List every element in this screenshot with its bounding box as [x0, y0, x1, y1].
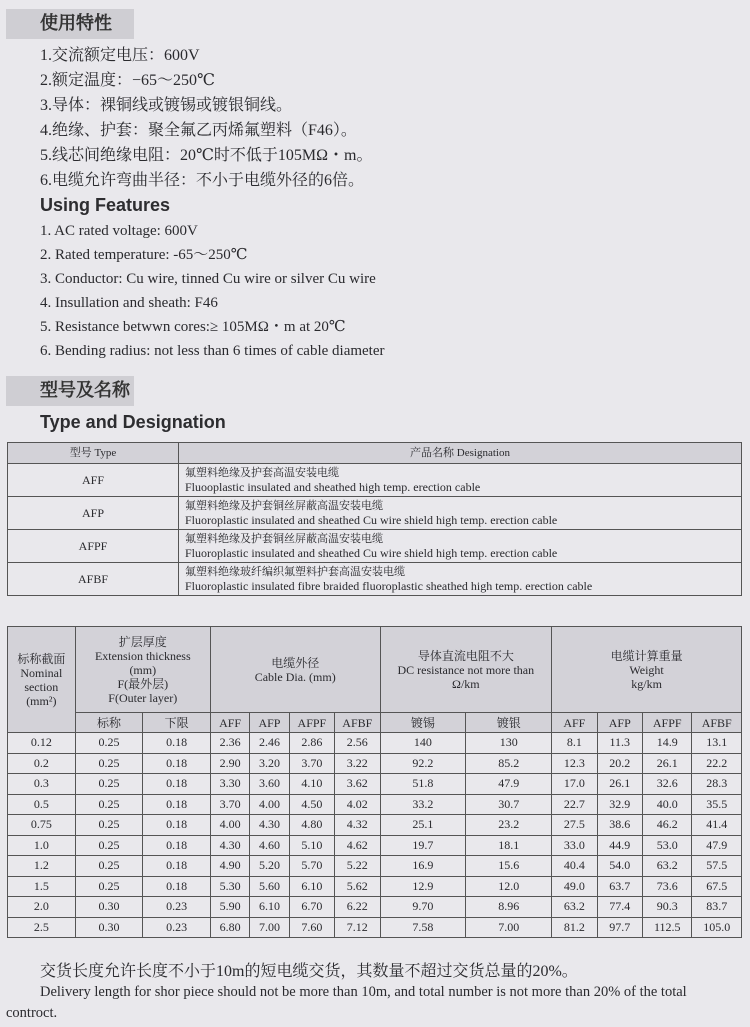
table-cell: 8.1	[552, 733, 597, 754]
header-cable-dia: 电缆外径 Cable Dia. (mm)	[210, 627, 380, 713]
feature-item: 3.导体：裸铜线或镀锡或镀银铜线。	[40, 97, 293, 114]
table-row	[8, 794, 742, 815]
table-cell: 3.62	[335, 774, 380, 795]
table-cell: 18.1	[466, 835, 552, 856]
table-cell: 17.0	[552, 774, 597, 795]
table-cell: 4.62	[335, 835, 380, 856]
designation-en-title: Type and Designation	[40, 412, 226, 432]
table-row	[8, 530, 742, 563]
feature-item: 3. Conductor: Cu wire, tinned Cu wire or silver Cu wire	[40, 271, 376, 287]
table-cell: 5.30	[210, 876, 249, 897]
table-cell: 7.00	[466, 917, 552, 938]
table-cell: 2.90	[210, 753, 249, 774]
table-cell: 46.2	[642, 815, 691, 836]
subheader-nominal: 标称	[75, 713, 143, 733]
table-row	[8, 897, 742, 918]
table-cell: 5.22	[335, 856, 380, 877]
designation-cell	[179, 530, 742, 563]
feature-item: 5. Resistance betwwn cores:≥ 105MΩ・m at 20℃	[40, 319, 346, 335]
designation-en: Fluoroplastic insulated and sheathed Cu wire shield high temp. erection cable	[185, 546, 558, 560]
subheader-dia-aff: AFF	[210, 713, 249, 733]
table-cell: 105.0	[692, 917, 742, 938]
table-cell: 4.80	[289, 815, 334, 836]
table-cell: 32.9	[597, 794, 642, 815]
table-cell: 85.2	[466, 753, 552, 774]
subheader-wt-afpf: AFPF	[642, 713, 691, 733]
table-cell: 5.90	[210, 897, 249, 918]
table-cell: 23.2	[466, 815, 552, 836]
footer-en-line1: Delivery length for shor piece should not be more than 10m, and total number is not more than 20% of the total	[40, 984, 687, 1000]
type-code: AFF	[8, 464, 179, 497]
table-cell: 5.70	[289, 856, 334, 877]
table-cell: 4.30	[250, 815, 289, 836]
subheader-wt-aff: AFF	[552, 713, 597, 733]
table-cell: 30.7	[466, 794, 552, 815]
table-cell: 3.22	[335, 753, 380, 774]
table-cell: 38.6	[597, 815, 642, 836]
section-title-designation: 型号及名称	[6, 376, 134, 406]
table-cell: 4.90	[210, 856, 249, 877]
type-code: AFBF	[8, 563, 179, 596]
designation-cn: 氟塑料绝缘玻纤编织氟塑料护套高温安装电缆	[185, 566, 405, 578]
table-cell: 6.22	[335, 897, 380, 918]
table-cell: 54.0	[597, 856, 642, 877]
table-cell: 7.60	[289, 917, 334, 938]
feature-item: 1.交流额定电压：600V	[40, 47, 200, 64]
table-cell: 33.2	[380, 794, 466, 815]
table-cell: 63.2	[552, 897, 597, 918]
subheader-tinned: 镀锡	[380, 713, 466, 733]
table-cell: 47.9	[692, 835, 742, 856]
table-cell: 90.3	[642, 897, 691, 918]
table-cell: 12.0	[466, 876, 552, 897]
designation-cell	[179, 497, 742, 530]
header-weight: 电缆计算重量 Weight kg/km	[552, 627, 742, 713]
table-cell: 1.5	[8, 876, 76, 897]
table-row	[8, 856, 742, 877]
table-cell: 32.6	[642, 774, 691, 795]
subheader-lower: 下限	[143, 713, 211, 733]
table-cell: 49.0	[552, 876, 597, 897]
table-cell: 0.25	[75, 835, 143, 856]
designation-cn: 氟塑料绝缘及护套高温安装电缆	[185, 467, 339, 479]
subheader-dia-afbf: AFBF	[335, 713, 380, 733]
header-type: 型号 Type	[8, 443, 179, 464]
subheader-dia-afp: AFP	[250, 713, 289, 733]
table-cell: 0.18	[143, 794, 211, 815]
table-row	[8, 835, 742, 856]
table-cell: 0.18	[143, 753, 211, 774]
subheader-dia-afpf: AFPF	[289, 713, 334, 733]
table-cell: 0.3	[8, 774, 76, 795]
table-row	[8, 753, 742, 774]
table-cell: 3.20	[250, 753, 289, 774]
table-cell: 3.70	[289, 753, 334, 774]
table-row	[8, 876, 742, 897]
table-cell: 16.9	[380, 856, 466, 877]
table-cell: 0.25	[75, 876, 143, 897]
subheader-silver: 镀银	[466, 713, 552, 733]
feature-item: 5.线芯间绝缘电阻：20℃时不低于105MΩ・m。	[40, 147, 373, 164]
table-cell: 6.80	[210, 917, 249, 938]
table-cell: 6.70	[289, 897, 334, 918]
table-cell: 0.2	[8, 753, 76, 774]
table-cell: 1.0	[8, 835, 76, 856]
table-cell: 2.56	[335, 733, 380, 754]
table-cell: 0.18	[143, 876, 211, 897]
table-cell: 12.3	[552, 753, 597, 774]
table-cell: 5.20	[250, 856, 289, 877]
footer-en-line2: controct.	[6, 1005, 58, 1021]
table-cell: 0.25	[75, 794, 143, 815]
table-cell: 0.25	[75, 856, 143, 877]
designation-cn: 氟塑料绝缘及护套铜丝屏蔽高温安装电缆	[185, 500, 383, 512]
table-cell: 22.2	[692, 753, 742, 774]
table-row	[8, 815, 742, 836]
table-cell: 0.12	[8, 733, 76, 754]
table-cell: 12.9	[380, 876, 466, 897]
table-cell: 11.3	[597, 733, 642, 754]
table-cell: 63.2	[642, 856, 691, 877]
table-cell: 0.18	[143, 815, 211, 836]
table-cell: 4.10	[289, 774, 334, 795]
table-cell: 26.1	[597, 774, 642, 795]
table-cell: 8.96	[466, 897, 552, 918]
feature-item: 6.电缆允许弯曲半径：不小于电缆外径的6倍。	[40, 172, 365, 189]
table-cell: 7.00	[250, 917, 289, 938]
table-cell: 28.3	[692, 774, 742, 795]
table-cell: 73.6	[642, 876, 691, 897]
table-cell: 40.4	[552, 856, 597, 877]
table-cell: 0.18	[143, 856, 211, 877]
table-cell: 2.0	[8, 897, 76, 918]
table-cell: 77.4	[597, 897, 642, 918]
spec-table	[7, 626, 742, 938]
table-cell: 0.23	[143, 897, 211, 918]
feature-item: 4. Insullation and sheath: F46	[40, 295, 218, 311]
table-cell: 35.5	[692, 794, 742, 815]
table-cell: 14.9	[642, 733, 691, 754]
table-cell: 0.18	[143, 733, 211, 754]
section-title-features: 使用特性	[6, 9, 134, 39]
table-cell: 130	[466, 733, 552, 754]
table-cell: 5.10	[289, 835, 334, 856]
table-cell: 0.25	[75, 753, 143, 774]
table-cell: 4.60	[250, 835, 289, 856]
table-cell: 26.1	[642, 753, 691, 774]
table-cell: 0.75	[8, 815, 76, 836]
table-cell: 3.60	[250, 774, 289, 795]
table-cell: 13.1	[692, 733, 742, 754]
feature-item: 1. AC rated voltage: 600V	[40, 223, 198, 239]
table-cell: 3.70	[210, 794, 249, 815]
table-cell: 53.0	[642, 835, 691, 856]
features-cn-list	[40, 43, 372, 193]
table-cell: 4.50	[289, 794, 334, 815]
table-cell: 2.46	[250, 733, 289, 754]
table-row	[8, 497, 742, 530]
table-cell: 27.5	[552, 815, 597, 836]
table-cell: 5.60	[250, 876, 289, 897]
table-cell: 112.5	[642, 917, 691, 938]
type-code: AFPF	[8, 530, 179, 563]
feature-item: 2.额定温度：−65～250℃	[40, 72, 215, 89]
header-extension: 扩层厚度 Extension thickness (mm) F(最外层) F(Outer layer)	[75, 627, 210, 713]
table-cell: 7.58	[380, 917, 466, 938]
designation-en: Fluoroplastic insulated fibre braided fluoroplastic sheathed high temp. erection cable	[185, 579, 593, 593]
table-cell: 57.5	[692, 856, 742, 877]
table-cell: 4.00	[210, 815, 249, 836]
table-row	[8, 464, 742, 497]
table-cell: 40.0	[642, 794, 691, 815]
table-cell: 4.02	[335, 794, 380, 815]
table-cell: 20.2	[597, 753, 642, 774]
table-cell: 47.9	[466, 774, 552, 795]
designation-cn: 氟塑料绝缘及护套铜丝屏蔽高温安装电缆	[185, 533, 383, 545]
designation-en: Fluooplastic insulated and sheathed high temp. erection cable	[185, 480, 481, 494]
table-cell: 67.5	[692, 876, 742, 897]
table-cell: 1.2	[8, 856, 76, 877]
feature-item: 2. Rated temperature: -65～250℃	[40, 247, 248, 263]
table-cell: 3.30	[210, 774, 249, 795]
table-cell: 41.4	[692, 815, 742, 836]
table-cell: 63.7	[597, 876, 642, 897]
subheader-wt-afbf: AFBF	[692, 713, 742, 733]
designation-cell	[179, 563, 742, 596]
table-cell: 0.25	[75, 733, 143, 754]
table-cell: 0.25	[75, 774, 143, 795]
table-row	[8, 733, 742, 754]
table-cell: 2.86	[289, 733, 334, 754]
table-cell: 97.7	[597, 917, 642, 938]
table-cell: 15.6	[466, 856, 552, 877]
table-cell: 2.5	[8, 917, 76, 938]
feature-item: 6. Bending radius: not less than 6 times of cable diameter	[40, 343, 385, 359]
table-cell: 140	[380, 733, 466, 754]
footer-cn: 交货长度允许长度不小于10m的短电缆交货，其数量不超过交货总量的20%。	[40, 963, 578, 980]
table-cell: 6.10	[289, 876, 334, 897]
table-cell: 9.70	[380, 897, 466, 918]
table-cell: 7.12	[335, 917, 380, 938]
designation-en: Fluoroplastic insulated and sheathed Cu wire shield high temp. erection cable	[185, 513, 558, 527]
header-dc-resistance: 导体直流电阻不大 DC resistance not more than Ω/km	[380, 627, 552, 713]
table-cell: 0.30	[75, 897, 143, 918]
table-cell: 5.62	[335, 876, 380, 897]
table-cell: 44.9	[597, 835, 642, 856]
table-cell: 51.8	[380, 774, 466, 795]
table-row	[8, 917, 742, 938]
table-cell: 0.25	[75, 815, 143, 836]
table-cell: 2.36	[210, 733, 249, 754]
table-cell: 92.2	[380, 753, 466, 774]
feature-item: 4.绝缘、护套：聚全氟乙丙烯氟塑料（F46）。	[40, 122, 357, 139]
table-cell: 33.0	[552, 835, 597, 856]
table-cell: 83.7	[692, 897, 742, 918]
table-cell: 6.10	[250, 897, 289, 918]
table-cell: 4.32	[335, 815, 380, 836]
table-cell: 81.2	[552, 917, 597, 938]
table-row	[8, 774, 742, 795]
table-cell: 0.23	[143, 917, 211, 938]
subheader-wt-afp: AFP	[597, 713, 642, 733]
designation-table	[7, 442, 742, 596]
header-designation: 产品名称 Designation	[179, 443, 742, 464]
table-cell: 0.30	[75, 917, 143, 938]
table-cell: 0.5	[8, 794, 76, 815]
features-en-title: Using Features	[40, 195, 171, 215]
table-cell: 19.7	[380, 835, 466, 856]
table-cell: 0.18	[143, 774, 211, 795]
type-code: AFP	[8, 497, 179, 530]
table-cell: 0.18	[143, 835, 211, 856]
table-cell: 25.1	[380, 815, 466, 836]
table-cell: 4.00	[250, 794, 289, 815]
table-cell: 4.30	[210, 835, 249, 856]
designation-cell	[179, 464, 742, 497]
header-section: 标称截面 Nominal section (mm²)	[8, 627, 76, 733]
table-cell: 22.7	[552, 794, 597, 815]
table-row	[8, 563, 742, 596]
features-en-list	[40, 219, 385, 363]
